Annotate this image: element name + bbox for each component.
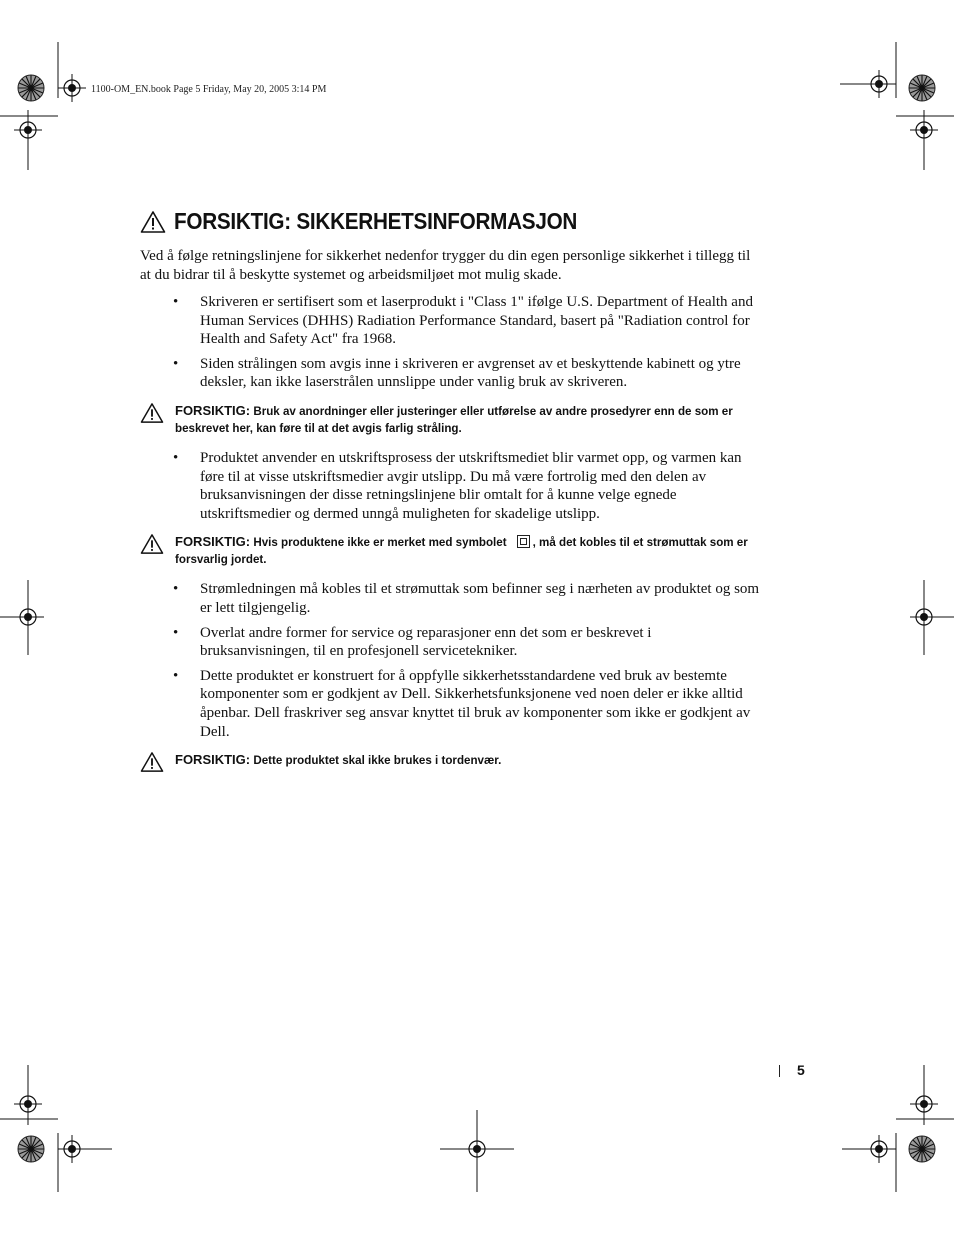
warning-triangle-icon	[140, 751, 164, 773]
bullet-list-1	[140, 293, 760, 392]
caution-text: Bruk av anordninger eller justeringer eller utførelse av andre prosedyrer enn de som er beskrevet her, kan føre til at det avgis farlig stråling.	[175, 404, 733, 435]
caution-label: FORSIKTIG:	[175, 402, 251, 418]
caution-text-before-symbol: Hvis produktene ikke er merket med symbolet	[253, 536, 507, 550]
starburst-mark-top-left	[18, 75, 44, 101]
caution-note-2	[140, 533, 760, 568]
list-item-text: Dette produktet er konstruert for å oppfylle sikkerhetsstandardene ved bruk av bestemte komponenter som er godkjent av Dell. Sikkerhetsfunksjonene ved noen deler er ikke alltid åpenbar. Dell fraskriver seg ansvar knyttet til bruk av komponenter som ikke er godkjent av Dell.	[200, 667, 751, 740]
bullet-dot: •	[173, 581, 179, 598]
page-content	[140, 208, 760, 781]
page-number: 5	[797, 1062, 805, 1078]
page-title: FORSIKTIG: SIKKERHETSINFORMASJON	[174, 208, 578, 234]
bullet-list-3	[140, 580, 760, 741]
list-item	[140, 667, 760, 741]
list-item	[140, 580, 760, 617]
intro-paragraph: Ved å følge retningslinjene for sikkerhet nedenfor trygger du din egen personlige sikkerhet i tillegg til at du bidrar til å beskytte systemet og arbeidsmiljøet mot mulig skade.	[140, 248, 751, 283]
bullet-dot: •	[173, 667, 179, 684]
starburst-mark-top-right	[909, 75, 935, 101]
bullet-list-2	[140, 449, 760, 523]
list-item-text: Skriveren er sertifisert som et laserprodukt i "Class 1" ifølge U.S. Department of Health and Human Services (DHHS) Radiation Performance Standard, basert på "Radiation control for Health and Safety Act" fra 1968.	[200, 294, 753, 348]
page-number-rule	[779, 1065, 780, 1077]
warning-triangle-icon	[140, 402, 164, 424]
double-insulation-symbol-icon	[517, 535, 530, 548]
list-item	[140, 624, 760, 661]
bullet-dot: •	[173, 355, 179, 372]
list-item	[140, 293, 760, 349]
caution-text: Dette produktet skal ikke brukes i tordenvær.	[253, 754, 502, 768]
warning-triangle-icon	[140, 533, 164, 555]
caution-label: FORSIKTIG:	[175, 534, 251, 550]
bullet-dot: •	[173, 449, 179, 466]
warning-triangle-icon	[140, 210, 166, 234]
list-item-text: Siden strålingen som avgis inne i skriveren er avgrenset av et beskyttende kabinett og ytre deksler, kan ikke laserstrålen unnslippe under vanlig bruk av skriveren.	[200, 355, 741, 391]
list-item-text: Produktet anvender en utskriftsprosess der utskriftsmediet blir varmet opp, og varmen kan føre til at visse utskriftsmedier avgir utslipp. Du må være fortrolig med den delen av bruksanvisningen der disse retningslinjene blir omtalt for å kunne velge egnede utskriftsmedier og dermed unngå muligheten for skadelige utslipp.	[200, 449, 742, 522]
registration-target	[58, 74, 86, 102]
caution-note-1	[140, 402, 760, 437]
list-item	[140, 449, 760, 523]
list-item-text: Strømledningen må kobles til et strømuttak som befinner seg i nærheten av produktet og som er lett tilgjengelig.	[200, 581, 760, 616]
bullet-dot: •	[173, 624, 179, 641]
starburst-mark-bottom-right	[909, 1136, 935, 1162]
caution-text-after-symbol: , må det kobles til et strømuttak som er forsvarlig jordet.	[175, 536, 748, 567]
caution-note-3	[140, 751, 760, 769]
list-item	[140, 355, 760, 392]
list-item-text: Overlat andre former for service og reparasjoner enn det som er beskrevet i bruksanvisningen, til en profesjonell servicetekniker.	[200, 624, 652, 660]
book-slug-line: 1100-OM_EN.book Page 5 Friday, May 20, 2005 3:14 PM	[91, 84, 327, 95]
section-heading	[140, 208, 760, 235]
bullet-dot: •	[173, 294, 179, 310]
caution-label: FORSIKTIG:	[175, 752, 251, 768]
starburst-mark-bottom-left	[18, 1136, 44, 1162]
